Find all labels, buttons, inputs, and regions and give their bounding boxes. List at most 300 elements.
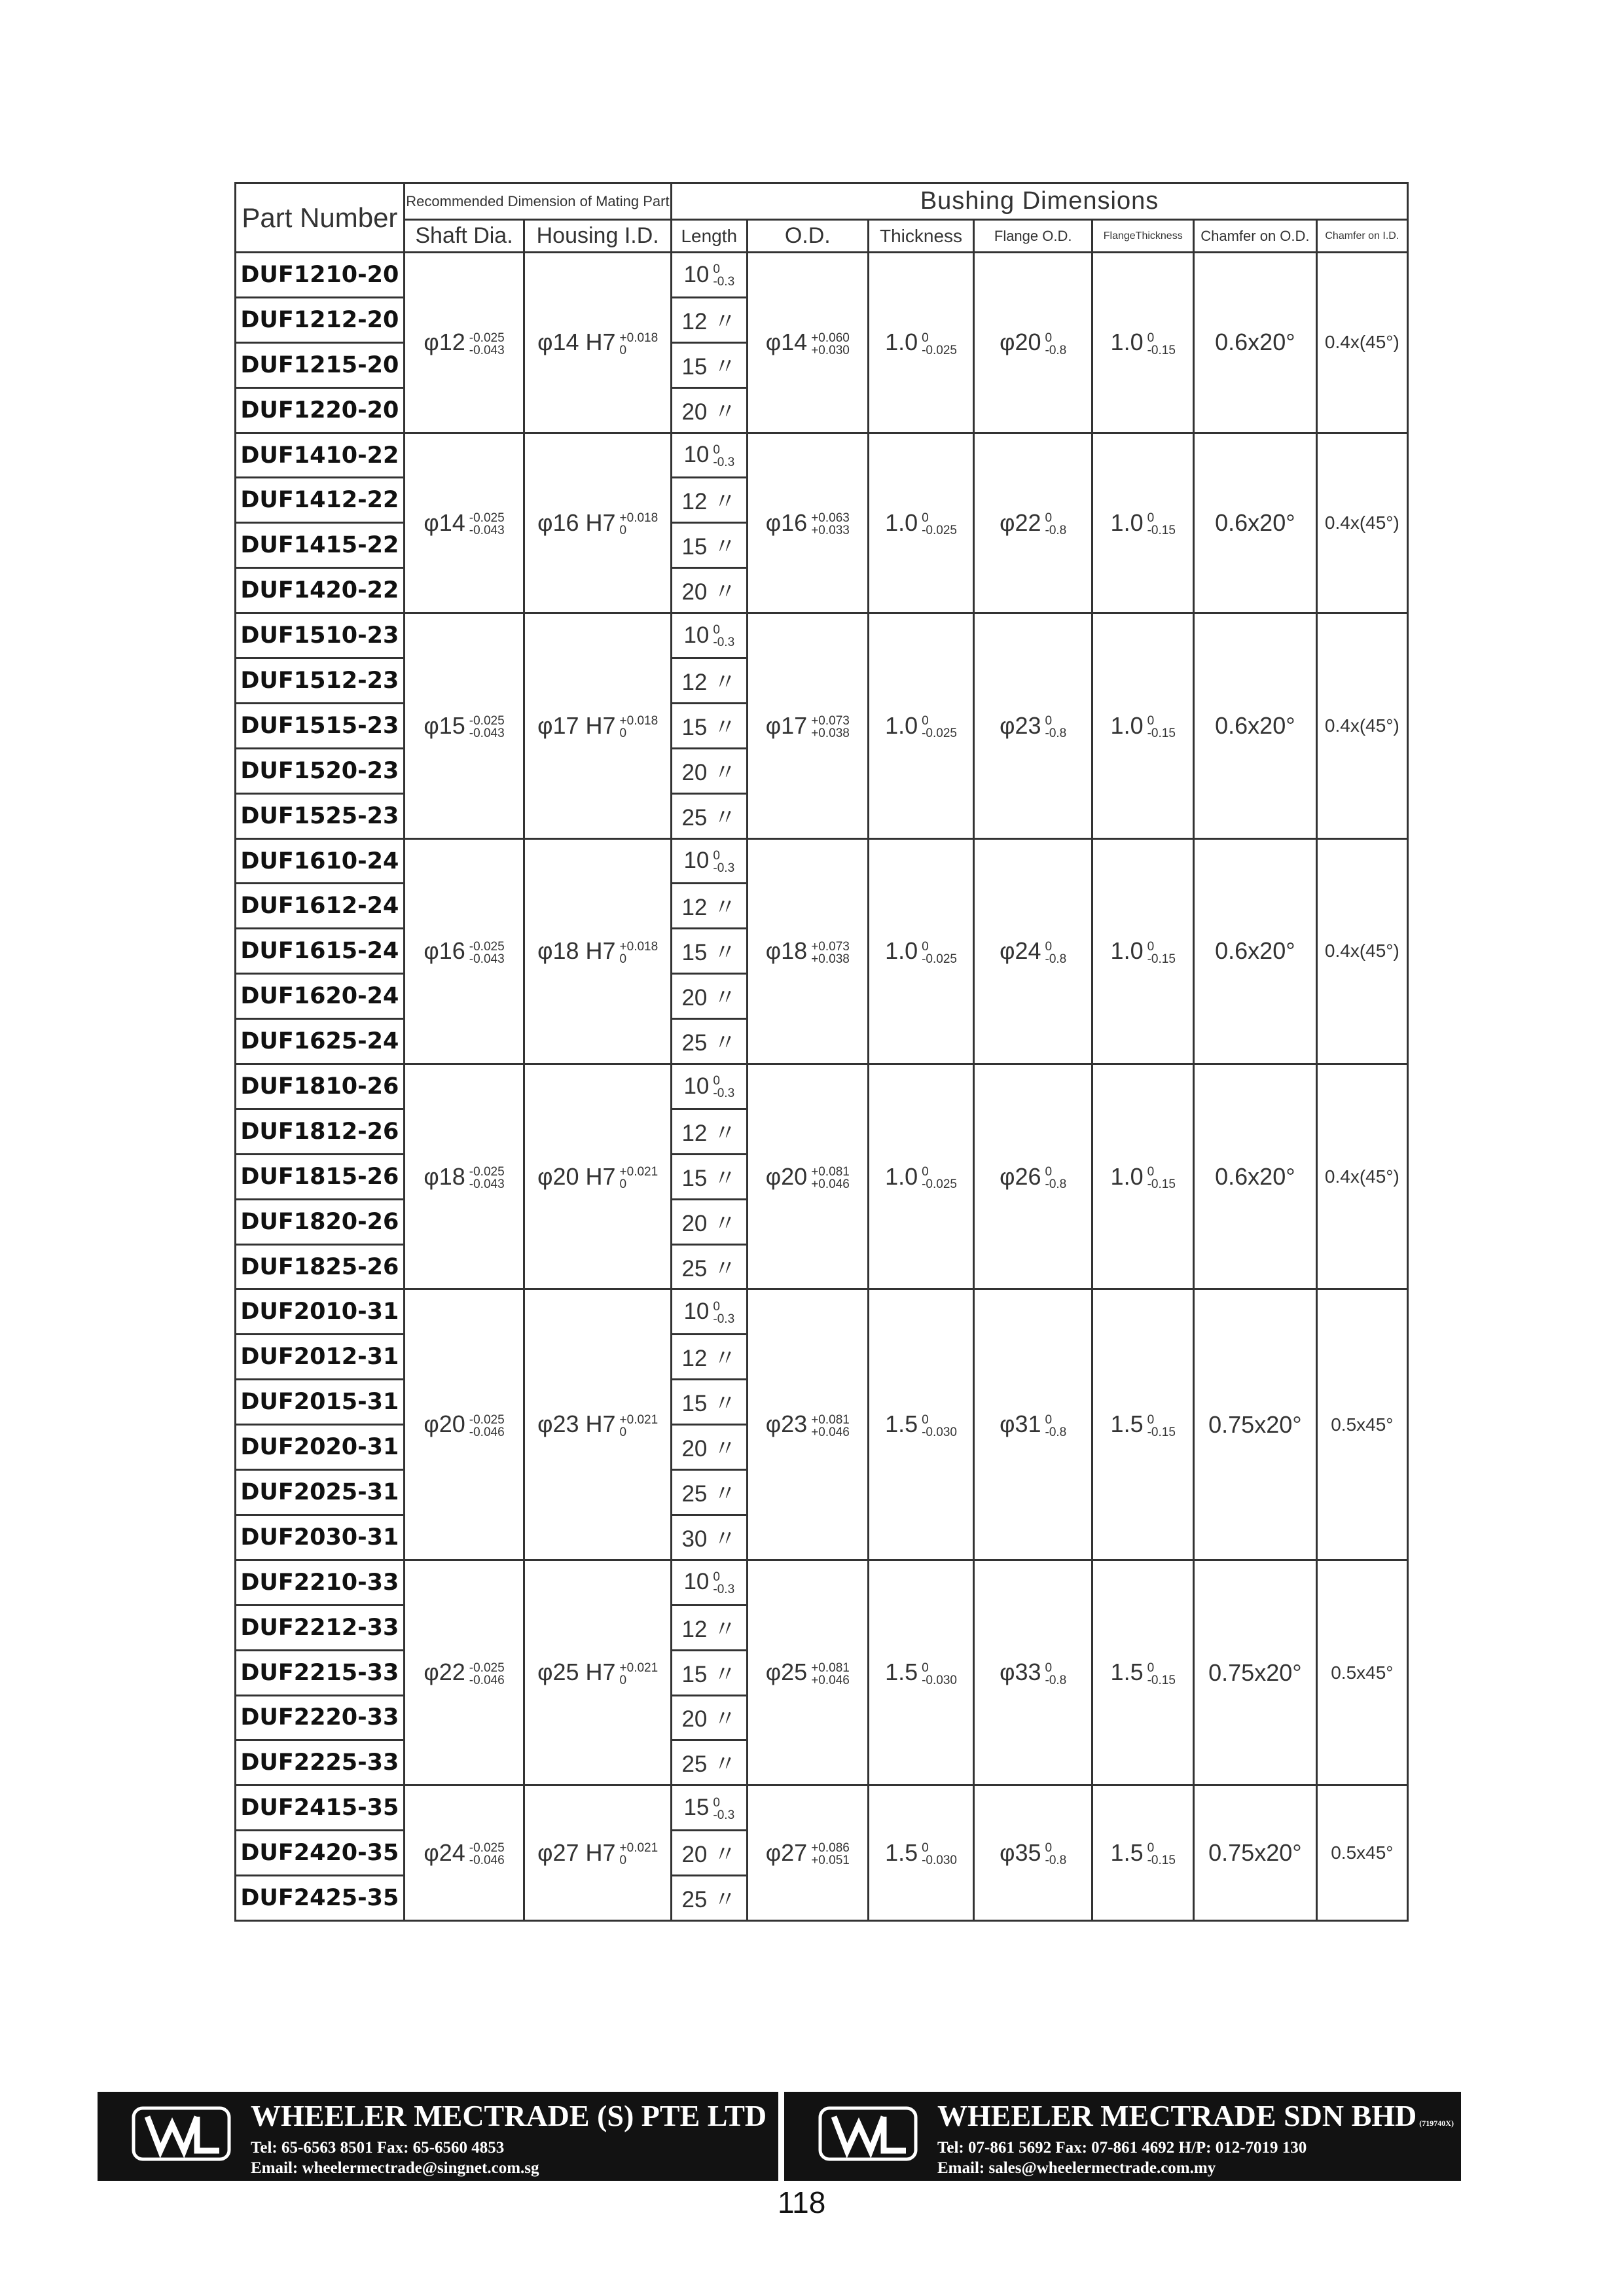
length-cell-tolerance [713, 1797, 734, 1821]
tolerance-lower: -0.8 [1045, 952, 1067, 966]
chamfer-od-cell: 0.75x20° [1194, 1289, 1317, 1560]
housing-id-cell-value: φ16 H7 [537, 509, 616, 536]
thickness-cell-tolerance [922, 332, 957, 357]
header-chamfer-od: Chamfer on O.D. [1194, 220, 1317, 253]
part-number: DUF2012-31 [236, 1335, 405, 1380]
tolerance-lower: 0 [619, 952, 627, 966]
bushing-spec-table [234, 182, 1409, 1922]
chamfer-id-cell: 0.4x(45°) [1316, 613, 1407, 838]
contact-email: Email: sales@wheelermectrade.com.my [937, 2159, 1216, 2177]
tolerance-upper: 0 [1147, 511, 1155, 526]
flange-od-cell-tolerance [1045, 1662, 1067, 1687]
length-cell: 15 〃 [672, 703, 747, 748]
housing-id-cell-value: φ18 H7 [537, 937, 616, 965]
tolerance-upper: -0.025 [469, 1412, 505, 1427]
od-cell-value: φ27 [765, 1839, 808, 1866]
shaft-dia-cell-value: φ14 [424, 509, 465, 536]
length-cell: 15 〃 [672, 342, 747, 387]
tolerance-lower: -0.3 [713, 275, 735, 289]
thickness-cell-value: 1.0 [885, 937, 918, 965]
tolerance-upper: 0 [1147, 1660, 1155, 1675]
chamfer-id-cell: 0.5x45° [1316, 1785, 1407, 1921]
housing-id-cell-tolerance [620, 1166, 659, 1191]
tolerance-upper: +0.021 [619, 1660, 659, 1675]
length-cell: 20 〃 [672, 387, 747, 433]
company-contact [937, 2138, 1307, 2178]
length-cell-tolerance [713, 1300, 734, 1325]
shaft-dia-cell-value: φ15 [424, 711, 465, 739]
tolerance-upper: -0.025 [469, 511, 505, 526]
flange-thickness-cell-value: 1.0 [1110, 711, 1144, 739]
tolerance-upper: +0.086 [811, 1841, 850, 1856]
contact-phone-fax: Tel: 07-861 5692 Fax: 07-861 4692 H/P: 012-7019 130 [937, 2139, 1307, 2157]
length-cell: 25 〃 [672, 1019, 747, 1064]
length-cell: 25 〃 [672, 1876, 747, 1921]
housing-id-cell-value: φ17 H7 [537, 711, 616, 739]
tolerance-lower: -0.15 [1147, 1854, 1176, 1868]
length-cell: 15 〃 [672, 523, 747, 568]
flange-od-cell-value: φ31 [1000, 1410, 1041, 1438]
housing-id-cell-tolerance [620, 512, 659, 537]
tolerance-lower: -0.043 [469, 1177, 505, 1191]
header-od: O.D. [747, 220, 869, 253]
shaft-dia-cell [404, 1289, 524, 1560]
thickness-cell-tolerance [922, 1414, 957, 1439]
shaft-dia-cell [404, 1785, 524, 1921]
housing-id-cell-tolerance [620, 941, 659, 965]
length-cell-tolerance [713, 850, 734, 874]
length-cell-value: 15 [683, 1794, 710, 1820]
length-cell [672, 838, 747, 884]
tolerance-upper: +0.063 [811, 511, 850, 526]
length-cell: 30 〃 [672, 1515, 747, 1560]
length-cell: 15 〃 [672, 1650, 747, 1695]
length-cell: 15 〃 [672, 929, 747, 974]
tolerance-lower: 0 [619, 1854, 627, 1868]
tolerance-lower: -0.030 [922, 1673, 957, 1687]
shaft-dia-cell-tolerance [469, 1842, 505, 1867]
part-number: DUF1620-24 [236, 974, 405, 1019]
flange-thickness-cell-tolerance [1147, 941, 1176, 965]
tolerance-lower: -0.043 [469, 524, 505, 538]
od-cell-value: φ25 [765, 1659, 808, 1686]
footer-malaysia [784, 2092, 1461, 2181]
length-cell-value: 10 [683, 848, 710, 874]
od-cell-value: φ14 [765, 329, 808, 356]
thickness-cell-tolerance [922, 715, 957, 740]
tolerance-upper: 0 [1045, 1841, 1053, 1856]
part-number: DUF2212-33 [236, 1605, 405, 1650]
page-number: 118 [778, 2185, 826, 2219]
part-number: DUF1220-20 [236, 387, 405, 433]
length-cell: 12 〃 [672, 658, 747, 704]
length-cell [672, 253, 747, 298]
part-number: DUF2220-33 [236, 1695, 405, 1740]
flange-od-cell [973, 1289, 1092, 1560]
tolerance-lower: -0.025 [922, 1177, 957, 1191]
flange-thickness-cell-value: 1.0 [1110, 937, 1144, 965]
od-cell [747, 838, 869, 1064]
od-cell-tolerance [811, 512, 850, 537]
tolerance-upper: 0 [922, 1165, 929, 1179]
tolerance-lower: -0.15 [1147, 343, 1176, 357]
tolerance-lower: 0 [619, 1177, 627, 1191]
flange-thickness-cell-value: 1.0 [1110, 329, 1144, 356]
thickness-cell [869, 1785, 974, 1921]
part-number: DUF2420-35 [236, 1831, 405, 1876]
tolerance-lower: -0.8 [1045, 1854, 1067, 1868]
tolerance-lower: +0.038 [811, 726, 850, 741]
part-number: DUF2215-33 [236, 1650, 405, 1695]
shaft-dia-cell-tolerance [469, 1662, 505, 1687]
length-cell [672, 613, 747, 658]
tolerance-upper: -0.025 [469, 1660, 505, 1675]
part-number: DUF1410-22 [236, 433, 405, 478]
thickness-cell [869, 1064, 974, 1289]
tolerance-upper: +0.073 [811, 939, 850, 954]
part-number: DUF1212-20 [236, 297, 405, 342]
part-number: DUF1515-23 [236, 703, 405, 748]
shaft-dia-cell [404, 253, 524, 433]
tolerance-upper: +0.073 [811, 714, 850, 728]
part-number: DUF1415-22 [236, 523, 405, 568]
flange-od-cell [973, 1785, 1092, 1921]
flange-od-cell-value: φ22 [1000, 509, 1041, 536]
tolerance-upper: +0.060 [811, 331, 850, 345]
tolerance-upper: +0.081 [811, 1660, 850, 1675]
tolerance-lower: -0.8 [1045, 1425, 1067, 1439]
shaft-dia-cell [404, 1560, 524, 1785]
tolerance-lower: -0.3 [713, 636, 735, 650]
tolerance-lower: -0.8 [1045, 1673, 1067, 1687]
length-cell: 20 〃 [672, 748, 747, 793]
tolerance-upper: 0 [1147, 331, 1155, 345]
table-row [236, 1289, 1408, 1335]
tolerance-upper: 0 [922, 511, 929, 526]
thickness-cell-tolerance [922, 1662, 957, 1687]
spec-table-body [236, 253, 1408, 1921]
tolerance-lower: -0.15 [1147, 952, 1176, 966]
tolerance-lower: 0 [619, 524, 627, 538]
tolerance-upper: 0 [713, 623, 720, 637]
flange-thickness-cell-tolerance [1147, 1662, 1176, 1687]
flange-thickness-cell [1092, 1064, 1194, 1289]
thickness-cell-value: 1.0 [885, 329, 918, 356]
thickness-cell-tolerance [922, 941, 957, 965]
flange-od-cell-tolerance [1045, 1842, 1067, 1867]
part-number: DUF2415-35 [236, 1785, 405, 1831]
chamfer-od-cell: 0.6x20° [1194, 253, 1317, 433]
tolerance-lower: -0.025 [922, 343, 957, 357]
tolerance-upper: 0 [922, 331, 929, 345]
flange-od-cell [973, 433, 1092, 613]
thickness-cell [869, 1289, 974, 1560]
tolerance-upper: 0 [713, 1074, 720, 1088]
tolerance-upper: 0 [1045, 511, 1053, 526]
part-number: DUF1610-24 [236, 838, 405, 884]
tolerance-upper: 0 [922, 714, 929, 728]
tolerance-upper: 0 [1045, 1165, 1053, 1179]
od-cell-value: φ18 [765, 937, 808, 965]
od-cell [747, 613, 869, 838]
header-flange-thickness: FlangeThickness [1092, 220, 1194, 253]
od-cell-value: φ16 [765, 509, 808, 536]
tolerance-lower: -0.15 [1147, 524, 1176, 538]
tolerance-lower: -0.030 [922, 1854, 957, 1868]
length-cell: 15 〃 [672, 1380, 747, 1425]
chamfer-id-cell: 0.4x(45°) [1316, 1064, 1407, 1289]
housing-id-cell [524, 613, 672, 838]
tolerance-upper: 0 [713, 442, 720, 457]
flange-thickness-cell [1092, 1289, 1194, 1560]
company-name: WHEELER MECTRADE (S) PTE LTD [251, 2099, 767, 2132]
length-cell: 12 〃 [672, 1109, 747, 1154]
housing-id-cell-tolerance [620, 715, 659, 740]
part-number: DUF2210-33 [236, 1560, 405, 1605]
tolerance-upper: +0.018 [619, 939, 659, 954]
tolerance-upper: -0.025 [469, 939, 505, 954]
company-contact [251, 2138, 539, 2178]
tolerance-upper: +0.081 [811, 1412, 850, 1427]
flange-od-cell-value: φ20 [1000, 329, 1041, 356]
od-cell [747, 1785, 869, 1921]
header-thickness: Thickness [869, 220, 974, 253]
flange-thickness-cell [1092, 253, 1194, 433]
shaft-dia-cell-value: φ24 [424, 1839, 465, 1866]
header-chamfer-id: Chamfer on I.D. [1316, 220, 1407, 253]
thickness-cell [869, 1560, 974, 1785]
flange-od-cell-tolerance [1045, 715, 1067, 740]
shaft-dia-cell-value: φ20 [424, 1410, 465, 1438]
shaft-dia-cell-tolerance [469, 1166, 505, 1191]
tolerance-upper: 0 [1045, 1412, 1053, 1427]
contact-phone-fax: Tel: 65-6563 8501 Fax: 65-6560 4853 [251, 2139, 505, 2157]
od-cell-value: φ20 [765, 1162, 808, 1190]
thickness-cell [869, 433, 974, 613]
tolerance-upper: 0 [713, 1299, 720, 1314]
tolerance-upper: 0 [1147, 939, 1155, 954]
tolerance-lower: +0.046 [811, 1673, 850, 1687]
header-shaft-dia: Shaft Dia. [404, 220, 524, 253]
length-cell-tolerance [713, 624, 734, 649]
part-number: DUF2030-31 [236, 1515, 405, 1560]
flange-thickness-cell-tolerance [1147, 1842, 1176, 1867]
table-row [236, 253, 1408, 298]
part-number: DUF1612-24 [236, 884, 405, 929]
tolerance-lower: -0.025 [922, 952, 957, 966]
company-name-text: WHEELER MECTRADE SDN BHD [937, 2099, 1417, 2132]
tolerance-lower: -0.046 [469, 1425, 505, 1439]
od-cell-tolerance [811, 1166, 850, 1191]
part-number: DUF2015-31 [236, 1380, 405, 1425]
tolerance-upper: -0.025 [469, 331, 505, 345]
flange-od-cell-value: φ23 [1000, 711, 1041, 739]
length-cell-tolerance [713, 263, 734, 288]
od-cell [747, 1560, 869, 1785]
tolerance-upper: 0 [713, 262, 720, 277]
tolerance-upper: 0 [1147, 714, 1155, 728]
od-cell [747, 1289, 869, 1560]
length-cell-value: 10 [683, 1569, 710, 1595]
header-part-number: Part Number [236, 183, 405, 253]
flange-od-cell-tolerance [1045, 512, 1067, 537]
length-cell: 12 〃 [672, 1335, 747, 1380]
part-number: DUF1520-23 [236, 748, 405, 793]
housing-id-cell [524, 838, 672, 1064]
tolerance-lower: -0.043 [469, 952, 505, 966]
tolerance-lower: -0.8 [1045, 524, 1067, 538]
thickness-cell [869, 253, 974, 433]
shaft-dia-cell-value: φ22 [424, 1659, 465, 1686]
part-number: DUF1215-20 [236, 342, 405, 387]
thickness-cell-value: 1.0 [885, 711, 918, 739]
od-cell-value: φ17 [765, 711, 808, 739]
tolerance-lower: -0.3 [713, 1808, 735, 1822]
length-cell [672, 1289, 747, 1335]
tolerance-lower: -0.3 [713, 1583, 735, 1597]
tolerance-upper: 0 [1045, 939, 1053, 954]
flange-thickness-cell-tolerance [1147, 715, 1176, 740]
shaft-dia-cell-tolerance [469, 715, 505, 740]
housing-id-cell-value: φ27 H7 [537, 1839, 616, 1866]
length-cell: 12 〃 [672, 297, 747, 342]
tolerance-lower: -0.046 [469, 1673, 505, 1687]
flange-od-cell-value: φ24 [1000, 937, 1041, 965]
part-number: DUF1512-23 [236, 658, 405, 704]
od-cell [747, 1064, 869, 1289]
flange-thickness-cell-tolerance [1147, 1166, 1176, 1191]
flange-od-cell [973, 1560, 1092, 1785]
thickness-cell-tolerance [922, 1166, 957, 1191]
tolerance-lower: -0.030 [922, 1425, 957, 1439]
part-number: DUF1812-26 [236, 1109, 405, 1154]
tolerance-lower: -0.3 [713, 455, 735, 469]
tolerance-upper: 0 [713, 848, 720, 863]
od-cell-tolerance [811, 1414, 850, 1439]
tolerance-upper: -0.025 [469, 1165, 505, 1179]
tolerance-upper: +0.081 [811, 1165, 850, 1179]
tolerance-upper: +0.021 [619, 1841, 659, 1856]
tolerance-lower: 0 [619, 1673, 627, 1687]
length-cell-value: 10 [683, 442, 710, 468]
od-cell [747, 253, 869, 433]
wm-logo-icon [132, 2106, 231, 2161]
length-cell [672, 1064, 747, 1109]
part-number: DUF1510-23 [236, 613, 405, 658]
shaft-dia-cell [404, 433, 524, 613]
tolerance-lower: +0.033 [811, 524, 850, 538]
housing-id-cell-value: φ20 H7 [537, 1162, 616, 1190]
tolerance-lower: -0.046 [469, 1854, 505, 1868]
tolerance-lower: -0.025 [922, 726, 957, 741]
length-cell: 25 〃 [672, 793, 747, 838]
part-number: DUF1525-23 [236, 793, 405, 838]
flange-od-cell-tolerance [1045, 1166, 1067, 1191]
chamfer-od-cell: 0.6x20° [1194, 613, 1317, 838]
tolerance-upper: 0 [922, 1841, 929, 1856]
tolerance-upper: -0.025 [469, 1841, 505, 1856]
part-number: DUF1210-20 [236, 253, 405, 298]
tolerance-lower: -0.8 [1045, 726, 1067, 741]
length-cell: 20 〃 [672, 974, 747, 1019]
shaft-dia-cell-tolerance [469, 512, 505, 537]
shaft-dia-cell [404, 838, 524, 1064]
housing-id-cell [524, 1289, 672, 1560]
length-cell: 20 〃 [672, 1695, 747, 1740]
housing-id-cell-tolerance [620, 332, 659, 357]
flange-thickness-cell-tolerance [1147, 1414, 1176, 1439]
tolerance-upper: +0.018 [619, 331, 659, 345]
tolerance-lower: 0 [619, 343, 627, 357]
part-number: DUF1420-22 [236, 568, 405, 613]
header-housing-id: Housing I.D. [524, 220, 672, 253]
chamfer-od-cell: 0.6x20° [1194, 433, 1317, 613]
thickness-cell-tolerance [922, 512, 957, 537]
length-cell [672, 1560, 747, 1605]
length-cell: 12 〃 [672, 478, 747, 523]
housing-id-cell-tolerance [620, 1662, 659, 1687]
shaft-dia-cell [404, 613, 524, 838]
part-number: DUF2010-31 [236, 1289, 405, 1335]
length-cell [672, 433, 747, 478]
table-row [236, 1560, 1408, 1605]
contact-email: Email: wheelermectrade@singnet.com.sg [251, 2159, 539, 2177]
length-cell: 20 〃 [672, 1199, 747, 1244]
tolerance-upper: +0.021 [619, 1412, 659, 1427]
length-cell: 12 〃 [672, 1605, 747, 1650]
flange-thickness-cell-value: 1.5 [1110, 1839, 1144, 1866]
table-row [236, 838, 1408, 884]
length-cell: 12 〃 [672, 884, 747, 929]
flange-od-cell [973, 1064, 1092, 1289]
thickness-cell-value: 1.0 [885, 509, 918, 536]
od-cell-value: φ23 [765, 1410, 808, 1438]
tolerance-lower: -0.3 [713, 1312, 735, 1326]
od-cell-tolerance [811, 332, 850, 357]
housing-id-cell [524, 1064, 672, 1289]
tolerance-upper: 0 [922, 939, 929, 954]
tolerance-upper: 0 [922, 1660, 929, 1675]
tolerance-upper: -0.025 [469, 714, 505, 728]
tolerance-lower: +0.038 [811, 952, 850, 966]
flange-thickness-cell-tolerance [1147, 512, 1176, 537]
header-mating-part: Recommended Dimension of Mating Part [404, 183, 671, 220]
length-cell-value: 10 [683, 261, 710, 287]
tolerance-upper: +0.021 [619, 1165, 659, 1179]
length-cell: 20 〃 [672, 568, 747, 613]
length-cell: 20 〃 [672, 1425, 747, 1470]
tolerance-lower: +0.046 [811, 1425, 850, 1439]
chamfer-od-cell: 0.6x20° [1194, 838, 1317, 1064]
flange-thickness-cell-value: 1.0 [1110, 509, 1144, 536]
flange-thickness-cell [1092, 1560, 1194, 1785]
flange-od-cell-value: φ35 [1000, 1839, 1041, 1866]
length-cell-value: 10 [683, 1299, 710, 1325]
housing-id-cell [524, 433, 672, 613]
tolerance-lower: +0.030 [811, 343, 850, 357]
thickness-cell [869, 838, 974, 1064]
chamfer-od-cell: 0.75x20° [1194, 1560, 1317, 1785]
part-number: DUF1815-26 [236, 1154, 405, 1199]
shaft-dia-cell-value: φ16 [424, 937, 465, 965]
housing-id-cell-tolerance [620, 1414, 659, 1439]
tolerance-lower: -0.15 [1147, 1425, 1176, 1439]
chamfer-id-cell: 0.5x45° [1316, 1560, 1407, 1785]
tolerance-lower: 0 [619, 1425, 627, 1439]
length-cell-tolerance [713, 1075, 734, 1100]
tolerance-upper: 0 [1045, 714, 1053, 728]
flange-thickness-cell [1092, 613, 1194, 838]
